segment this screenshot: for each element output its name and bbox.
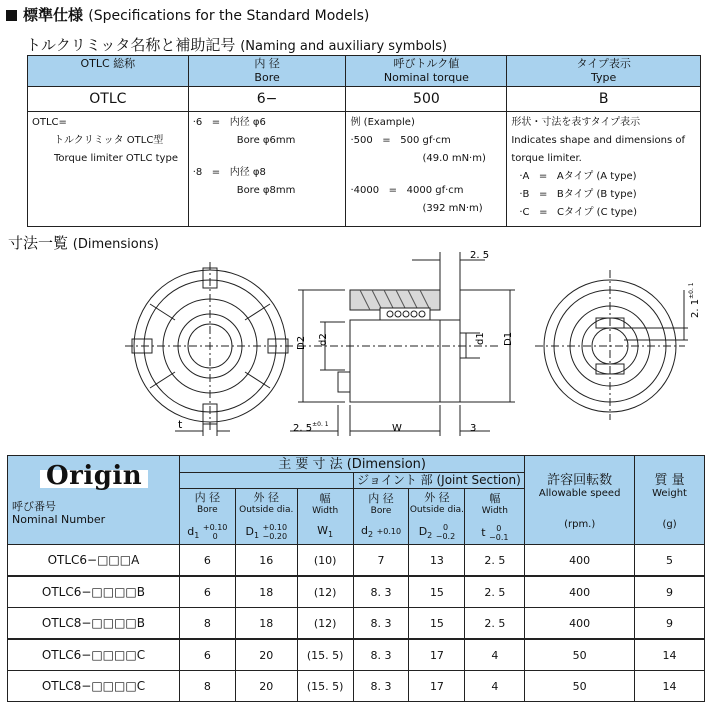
cell-D2: 17 bbox=[409, 639, 465, 671]
type-jp: Cタイプ bbox=[557, 207, 594, 218]
spec-subtitle-en: (Naming and auxiliary symbols) bbox=[240, 39, 448, 54]
dimensions-title-en: (Dimensions) bbox=[72, 237, 159, 252]
nominal-en: Nominal Number bbox=[12, 513, 106, 526]
col-jp: 内 径 bbox=[194, 491, 221, 504]
cell-t: 2. 5 bbox=[465, 545, 525, 577]
col-header bbox=[297, 489, 353, 545]
spec-title-en: (Specifications for the Standard Models) bbox=[88, 8, 370, 24]
cell-weight: 9 bbox=[635, 608, 705, 640]
bottom-2-5-label bbox=[293, 421, 329, 434]
type-en: (C type) bbox=[596, 207, 637, 218]
col-sym-main: d bbox=[187, 525, 195, 538]
col-header bbox=[179, 489, 235, 545]
weight-header bbox=[635, 456, 705, 545]
cell-t: 2. 5 bbox=[465, 608, 525, 640]
bore-code: ·8 bbox=[192, 167, 203, 178]
col-tol-up: 0 bbox=[442, 523, 449, 532]
cell-t: 2. 5 bbox=[465, 576, 525, 608]
cell-t: 4 bbox=[465, 671, 525, 702]
col-jp: 外 径 bbox=[424, 491, 450, 504]
col-en: Width bbox=[481, 505, 508, 516]
table-row bbox=[8, 671, 705, 702]
cell-W1: (12) bbox=[297, 576, 353, 608]
bore-eq: = bbox=[211, 167, 221, 178]
cell-W1: (15. 5) bbox=[297, 671, 353, 702]
cell-D2: 17 bbox=[409, 671, 465, 702]
three-label: 3 bbox=[470, 423, 477, 434]
header-type-jp: タイプ表示 bbox=[576, 57, 631, 70]
col-jp: 幅 bbox=[489, 491, 501, 505]
weight-unit: (g) bbox=[662, 519, 677, 530]
type-en: (A type) bbox=[596, 171, 637, 182]
cell-nominal: OTLC6−□□□□B bbox=[8, 576, 180, 608]
table-row bbox=[8, 639, 705, 671]
col-header bbox=[409, 489, 465, 545]
header-bore-en: Bore bbox=[254, 71, 280, 84]
cell-d2: 8. 3 bbox=[353, 671, 409, 702]
type-jp: Aタイプ bbox=[556, 171, 594, 182]
col-jp: 幅 bbox=[319, 492, 331, 505]
col-tol-dn: −0.1 bbox=[489, 532, 509, 542]
col-sym-main: W bbox=[317, 524, 329, 537]
cell-D2: 15 bbox=[409, 608, 465, 640]
cell-W1: (12) bbox=[297, 608, 353, 640]
header-torque-jp: 呼びトルク値 bbox=[393, 57, 460, 70]
type-desc-jp: 形状・寸法を表すタイプ表示 bbox=[511, 117, 641, 128]
d2-label: d2 bbox=[318, 333, 329, 346]
col-sym bbox=[180, 523, 235, 542]
type-code: ·C bbox=[519, 207, 530, 218]
example-otlc: OTLC bbox=[28, 87, 189, 112]
cell-nominal: OTLC8−□□□□C bbox=[8, 671, 180, 702]
bore-en: Bore φ8mm bbox=[236, 185, 296, 196]
cell-W1: (10) bbox=[297, 545, 353, 577]
right-2-1-value: 2. 1 bbox=[690, 298, 701, 318]
cell-D1: 18 bbox=[235, 576, 297, 608]
col-tol-up: +0.10 bbox=[376, 527, 402, 536]
col-header bbox=[465, 489, 525, 545]
col-sym bbox=[236, 523, 297, 542]
nominal-header bbox=[8, 456, 180, 545]
type-en: (B type) bbox=[596, 189, 637, 200]
cell-weight: 9 bbox=[635, 576, 705, 608]
cell-d1: 8 bbox=[179, 608, 235, 640]
cell-D1: 20 bbox=[235, 671, 297, 702]
spec-subtitle-jp: トルクリミッタ名称と補助記号 bbox=[26, 36, 236, 54]
col-en: Outside dia. bbox=[409, 505, 465, 515]
col-sym bbox=[354, 524, 409, 541]
cell-nominal: OTLC6−□□□A bbox=[8, 545, 180, 577]
col-header bbox=[353, 489, 409, 545]
col-en: Width bbox=[312, 506, 339, 516]
header-type-en: Type bbox=[591, 71, 617, 84]
torque-sub: (49.0 mN·m) bbox=[422, 153, 486, 164]
col-jp: 内 径 bbox=[368, 492, 394, 505]
cell-d1: 6 bbox=[179, 639, 235, 671]
type-code: ·B bbox=[519, 189, 530, 200]
cell-speed: 400 bbox=[525, 545, 635, 577]
torque-sub: (392 mN·m) bbox=[422, 203, 483, 214]
cell-d2: 8. 3 bbox=[353, 639, 409, 671]
dims-header-row-1 bbox=[8, 456, 705, 473]
type-eq: = bbox=[538, 171, 548, 182]
torque-eq: = bbox=[388, 185, 398, 196]
type-eq: = bbox=[538, 189, 548, 200]
col-sym-sub: 1 bbox=[328, 530, 334, 540]
origin-logo bbox=[40, 461, 148, 491]
cell-D2: 15 bbox=[409, 576, 465, 608]
cell-weight: 14 bbox=[635, 671, 705, 702]
torque-example: 例 (Example) bbox=[350, 117, 415, 128]
spec-title-jp: 標準仕様 bbox=[23, 6, 84, 24]
cell-d2: 7 bbox=[353, 545, 409, 577]
desc-otlc-line: トルクリミッタ OTLC型 bbox=[54, 135, 164, 146]
col-tol-up: 0 bbox=[496, 523, 502, 533]
col-header bbox=[235, 489, 297, 545]
col-en: Bore bbox=[370, 506, 392, 516]
cell-speed: 50 bbox=[525, 671, 635, 702]
main-spacer bbox=[179, 473, 353, 489]
cell-weight: 5 bbox=[635, 545, 705, 577]
dimensions-title-jp: 寸法一覧 bbox=[8, 234, 69, 252]
bore-en: Bore φ6mm bbox=[236, 135, 296, 146]
bore-jp: 内径 φ6 bbox=[229, 117, 266, 128]
col-sym bbox=[409, 523, 464, 542]
col-sym-main: D bbox=[245, 525, 254, 538]
right-2-1-label bbox=[688, 282, 701, 318]
t-label: t bbox=[178, 418, 183, 431]
bottom-2-5-value: 2. 5 bbox=[293, 423, 313, 434]
speed-en: Allowable speed bbox=[538, 488, 621, 499]
torque-code: ·500 bbox=[350, 135, 373, 146]
col-tol-dn: −0.20 bbox=[262, 532, 288, 541]
weight-en: Weight bbox=[652, 488, 687, 499]
header-bore-jp: 内 径 bbox=[254, 57, 280, 70]
table-row bbox=[8, 576, 705, 608]
col-sym-sub: 2 bbox=[427, 531, 433, 541]
type-desc-en: torque limiter. bbox=[511, 153, 582, 164]
right-2-1-tol: ±0. 1 bbox=[688, 282, 695, 299]
col-sym-main: d bbox=[360, 524, 368, 537]
col-tol-up: +0.10 bbox=[262, 523, 288, 532]
col-sym-main: t bbox=[481, 525, 486, 539]
main-dimension-header: 主 要 寸 法 (Dimension) bbox=[179, 456, 524, 473]
col-jp: 外 径 bbox=[253, 491, 279, 504]
col-sym bbox=[465, 524, 524, 542]
front-view-right bbox=[535, 270, 688, 420]
speed-unit: (rpm.) bbox=[564, 519, 596, 530]
col-tol-dn: 0 bbox=[212, 532, 218, 541]
cell-D2: 13 bbox=[409, 545, 465, 577]
col-en: Outside dia. bbox=[239, 505, 294, 515]
cell-d1: 6 bbox=[179, 545, 235, 577]
type-desc-en: Indicates shape and dimensions of bbox=[511, 135, 686, 146]
nominal-jp: 呼び番号 bbox=[12, 500, 56, 513]
top-2-5-label: 2. 5 bbox=[470, 250, 490, 261]
cell-d1: 6 bbox=[179, 576, 235, 608]
col-sym-sub: 1 bbox=[194, 531, 200, 541]
col-sym bbox=[298, 524, 353, 541]
bore-eq: = bbox=[211, 117, 221, 128]
cell-speed: 50 bbox=[525, 639, 635, 671]
W-label: W bbox=[392, 423, 402, 434]
cell-weight: 14 bbox=[635, 639, 705, 671]
example-bore: 6− bbox=[188, 87, 346, 112]
table-row bbox=[8, 608, 705, 640]
cell-nominal: OTLC8−□□□□B bbox=[8, 608, 180, 640]
dimensions-table bbox=[7, 455, 705, 702]
cell-t: 4 bbox=[465, 639, 525, 671]
header-otlc-jp: OTLC 総称 bbox=[80, 57, 136, 70]
speed-header bbox=[525, 456, 635, 545]
header-torque-en: Nominal torque bbox=[383, 71, 469, 84]
D1-label: D1 bbox=[503, 331, 514, 346]
cell-d2: 8. 3 bbox=[353, 576, 409, 608]
desc-otlc-line: Torque limiter OTLC type bbox=[54, 153, 178, 164]
bottom-2-5-tol: ±0. 1 bbox=[312, 421, 329, 428]
d1-label: d1 bbox=[475, 332, 486, 345]
example-torque: 500 bbox=[346, 87, 507, 112]
type-eq: = bbox=[539, 207, 548, 218]
origin-logo-text: Origin bbox=[46, 461, 143, 491]
cell-D1: 20 bbox=[235, 639, 297, 671]
desc-otlc-line: OTLC= bbox=[32, 117, 67, 128]
cell-D1: 16 bbox=[235, 545, 297, 577]
cell-d1: 8 bbox=[179, 671, 235, 702]
col-sym-sub: 1 bbox=[253, 531, 260, 541]
col-sym-main: D bbox=[418, 525, 428, 538]
weight-jp: 質 量 bbox=[654, 473, 685, 488]
cell-speed: 400 bbox=[525, 608, 635, 640]
type-jp: Bタイプ bbox=[556, 189, 594, 200]
joint-header: ジョイント 部 (Joint Section) bbox=[353, 473, 525, 489]
bore-code: ·6 bbox=[192, 117, 203, 128]
example-type: B bbox=[507, 87, 701, 112]
speed-jp: 許容回転数 bbox=[547, 473, 613, 488]
col-tol-up: +0.10 bbox=[202, 523, 228, 532]
torque-val: 4000 gf·cm bbox=[406, 185, 464, 196]
col-en: Bore bbox=[196, 505, 218, 515]
cell-nominal: OTLC6−□□□□C bbox=[8, 639, 180, 671]
cell-W1: (15. 5) bbox=[297, 639, 353, 671]
col-tol-dn: −0.2 bbox=[435, 532, 456, 541]
front-view-left bbox=[125, 262, 295, 436]
bore-jp: 内径 φ8 bbox=[229, 167, 266, 178]
torque-eq: = bbox=[382, 135, 391, 146]
D2-label: D2 bbox=[296, 335, 307, 350]
torque-val: 500 gf·cm bbox=[400, 135, 451, 146]
table-row bbox=[8, 545, 705, 577]
type-code: ·A bbox=[519, 171, 530, 182]
cell-d2: 8. 3 bbox=[353, 608, 409, 640]
col-sym-sub: 2 bbox=[367, 530, 374, 540]
torque-code: ·4000 bbox=[350, 185, 380, 196]
cell-D1: 18 bbox=[235, 608, 297, 640]
cell-speed: 400 bbox=[525, 576, 635, 608]
